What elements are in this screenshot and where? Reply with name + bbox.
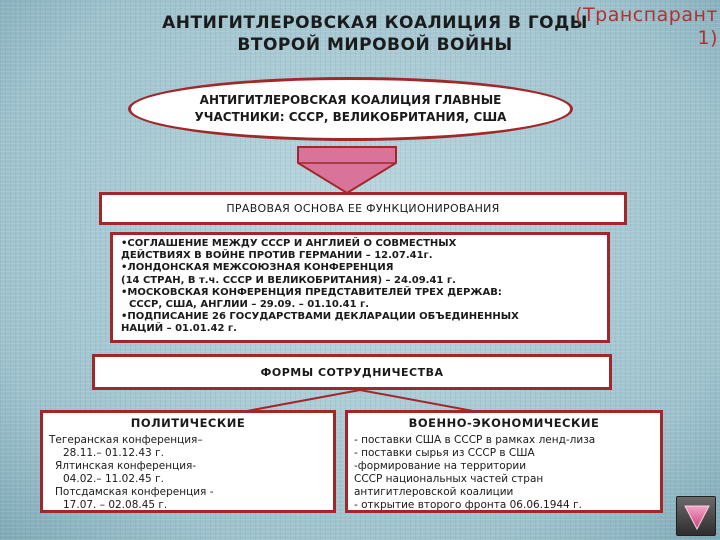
political-heading: ПОЛИТИЧЕСКИЕ: [130, 416, 246, 430]
economic-line: антигитлеровской коалиции: [354, 486, 514, 498]
main-participants-ellipse: [128, 77, 573, 141]
political-line: Тегеранская конференция–: [49, 434, 203, 446]
political-line: Потсдамская конференция -: [55, 486, 214, 498]
main-participants-line-2: УЧАСТНИКИ: СССР, ВЕЛИКОБРИТАНИЯ, США: [194, 110, 507, 124]
transparency-line-1: (Транспарант: [575, 4, 718, 26]
legal-basis-box: [99, 192, 627, 225]
next-slide-button[interactable]: [676, 496, 716, 536]
economic-box: [345, 410, 663, 513]
political-line: 04.02.– 11.02.45 г.: [63, 473, 164, 485]
triangle-down-icon: [683, 503, 711, 531]
agreement-line: •ЛОНДОНСКАЯ МЕЖСОЮЗНАЯ КОНФЕРЕНЦИЯ: [121, 262, 394, 274]
agreement-line: •МОСКОВСКАЯ КОНФЕРЕНЦИЯ ПРЕДСТАВИТЕЛЕЙ ТРЕХ ДЕРЖАВ:: [121, 286, 502, 298]
forms-title: ФОРМЫ СОТРУДНИЧЕСТВА: [260, 365, 444, 379]
political-line: Ялтинская конференция-: [55, 460, 197, 472]
political-line: 17.07. – 02.08.45 г.: [63, 499, 168, 511]
economic-line: - поставки США в СССР в рамках ленд-лиза: [354, 434, 596, 446]
down-arrow-icon: [292, 145, 402, 195]
economic-line: - поставки сырья из СССР в США: [354, 447, 535, 459]
agreement-line: •ПОДПИСАНИЕ 26 ГОСУДАРСТВАМИ ДЕКЛАРАЦИИ ОБЪЕДИНЕННЫХ: [121, 311, 519, 323]
main-participants-line-1: АНТИГИТЛЕРОВСКАЯ КОАЛИЦИЯ ГЛАВНЫЕ: [199, 93, 502, 107]
agreement-line: ДЕЙСТВИЯХ В ВОЙНЕ ПРОТИВ ГЕРМАНИИ – 12.07.41г.: [121, 250, 433, 262]
forms-box: [92, 354, 612, 390]
legal-basis-label: ПРАВОВАЯ ОСНОВА ЕЕ ФУНКЦИОНИРОВАНИЯ: [226, 202, 500, 215]
political-box: [40, 410, 336, 513]
page-title: [140, 12, 610, 56]
transparency-label: [575, 4, 718, 50]
agreement-line: СССР, США, АНГЛИИ – 29.09. – 01.10.41 г.: [129, 299, 370, 311]
agreement-line: НАЦИЙ – 01.01.42 г.: [121, 323, 237, 335]
agreement-line: (14 СТРАН, В т.ч. СССР И ВЕЛИКОБРИТАНИЯ) – 24.09.41 г.: [121, 274, 456, 286]
economic-line: - открытие второго фронта 06.06.1944 г.: [354, 499, 582, 511]
transparency-line-2: 1): [697, 27, 718, 49]
agreements-box: [110, 232, 610, 343]
economic-heading: ВОЕННО-ЭКОНОМИЧЕСКИЕ: [408, 416, 600, 430]
title-line-1: АНТИГИТЛЕРОВСКАЯ КОАЛИЦИЯ В ГОДЫ: [162, 13, 588, 33]
agreement-line: •СОГЛАШЕНИЕ МЕЖДУ СССР И АНГЛИЕЙ О СОВМЕСТНЫХ: [121, 238, 457, 249]
title-line-2: ВТОРОЙ МИРОВОЙ ВОЙНЫ: [237, 35, 513, 55]
economic-line: СССР национальных частей стран: [354, 473, 544, 485]
economic-line: -формирование на территории: [354, 460, 527, 472]
political-line: 28.11.– 01.12.43 г.: [63, 447, 164, 459]
